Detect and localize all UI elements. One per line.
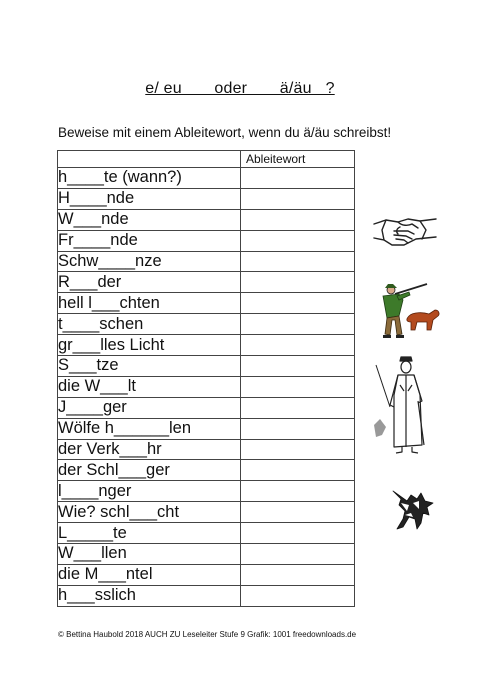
page-title: e/ eu oder ä/äu ?	[145, 80, 335, 97]
table-row	[58, 564, 355, 585]
exercise-word: R___der	[58, 272, 241, 293]
derived-word-answer-cell[interactable]	[241, 293, 355, 314]
derived-word-answer-cell[interactable]	[241, 376, 355, 397]
exercise-word: S___tze	[58, 356, 241, 377]
exercise-word: hell l___chten	[58, 293, 241, 314]
exercise-word: t____schen	[58, 314, 241, 335]
table-row	[58, 544, 355, 565]
exercise-word: die M___ntel	[58, 564, 241, 585]
exercise-word: h___sslich	[58, 585, 241, 606]
exercise-word: Wölfe h______len	[58, 418, 241, 439]
derived-word-answer-cell[interactable]	[241, 397, 355, 418]
table-row	[58, 272, 355, 293]
exercise-word: der Verk___hr	[58, 439, 241, 460]
table-row	[58, 168, 355, 189]
exercise-word: H____nde	[58, 188, 241, 209]
table-row	[58, 439, 355, 460]
table-row	[58, 376, 355, 397]
handshake-icon	[372, 212, 438, 248]
exercise-word: Fr____nde	[58, 230, 241, 251]
derived-word-answer-cell[interactable]	[241, 460, 355, 481]
footer-credits: © Bettina Haubold 2018 AUCH ZU Leseleiter Stufe 9 Grafik: 1001 freedownloads.de	[58, 630, 357, 639]
derived-word-answer-cell[interactable]	[241, 564, 355, 585]
table-row	[58, 481, 355, 502]
table-row	[58, 251, 355, 272]
derived-word-answer-cell[interactable]	[241, 168, 355, 189]
derived-word-answer-cell[interactable]	[241, 523, 355, 544]
derived-word-answer-cell[interactable]	[241, 314, 355, 335]
table-row	[58, 335, 355, 356]
table-row	[58, 502, 355, 523]
exercise-word: die W___lt	[58, 376, 241, 397]
table-row	[58, 209, 355, 230]
exercise-word: Wie? schl___cht	[58, 502, 241, 523]
exercise-word: L_____te	[58, 523, 241, 544]
derived-word-answer-cell[interactable]	[241, 502, 355, 523]
exercise-word: W___nde	[58, 209, 241, 230]
table-row	[58, 460, 355, 481]
table-row	[58, 523, 355, 544]
derived-word-answer-cell[interactable]	[241, 335, 355, 356]
exercise-word: l____nger	[58, 481, 241, 502]
derived-word-answer-cell[interactable]	[241, 209, 355, 230]
derived-word-answer-cell[interactable]	[241, 251, 355, 272]
table-row	[58, 397, 355, 418]
header-word-column	[58, 151, 241, 168]
exercise-word: Schw____nze	[58, 251, 241, 272]
table-row	[58, 188, 355, 209]
hunter-with-dog-icon	[375, 280, 441, 342]
exercise-word: der Schl___ger	[58, 460, 241, 481]
table-row	[58, 230, 355, 251]
howling-wolf-icon	[387, 487, 435, 531]
derived-word-answer-cell[interactable]	[241, 230, 355, 251]
man-in-coat-icon	[372, 355, 432, 455]
exercise-word: h____te (wann?)	[58, 168, 241, 189]
exercise-word: J____ger	[58, 397, 241, 418]
derived-word-answer-cell[interactable]	[241, 356, 355, 377]
exercise-word: W___llen	[58, 544, 241, 565]
table-row	[58, 585, 355, 606]
table-row	[58, 314, 355, 335]
exercise-table	[57, 150, 355, 607]
table-header-row	[58, 151, 355, 168]
table-row	[58, 293, 355, 314]
derived-word-answer-cell[interactable]	[241, 439, 355, 460]
header-derived-word-column: Ableitewort	[241, 151, 355, 168]
derived-word-answer-cell[interactable]	[241, 481, 355, 502]
derived-word-answer-cell[interactable]	[241, 188, 355, 209]
table-row	[58, 418, 355, 439]
derived-word-answer-cell[interactable]	[241, 544, 355, 565]
instruction-text: Beweise mit einem Ableitewort, wenn du ä/äu schreibst!	[58, 125, 392, 140]
derived-word-answer-cell[interactable]	[241, 272, 355, 293]
exercise-word: gr___lles Licht	[58, 335, 241, 356]
derived-word-answer-cell[interactable]	[241, 585, 355, 606]
derived-word-answer-cell[interactable]	[241, 418, 355, 439]
table-row	[58, 356, 355, 377]
